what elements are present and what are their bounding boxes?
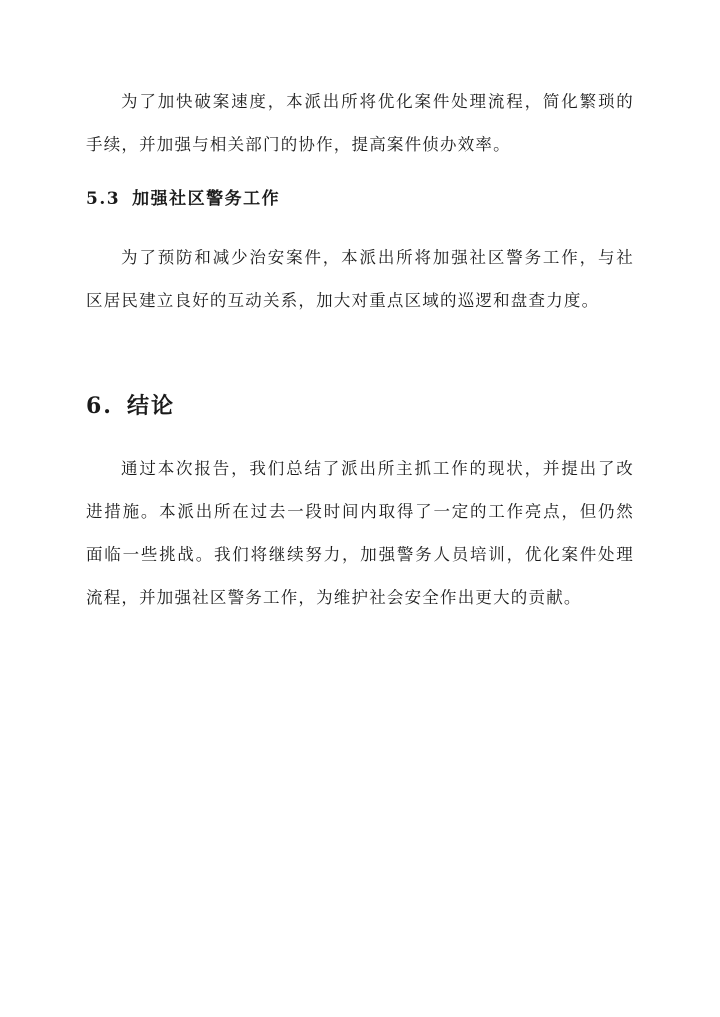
section-title: 加强社区警务工作 [132, 189, 281, 209]
section-heading-6 [86, 391, 175, 421]
body-paragraph-case-process: 为了加快破案速度，本派出所将优化案件处理流程，简化繁琐的手续，并加强与相关部门的协作，提高案件侦办效率。 [86, 92, 634, 154]
body-paragraph-community-policing: 为了预防和减少治安案件，本派出所将加强社区警务工作，与社区居民建立良好的互动关系，加大对重点区域的巡逻和盘查力度。 [86, 248, 634, 310]
section-number: 5.3 [86, 189, 121, 209]
section-number: 6. [86, 393, 113, 419]
section-title: 结论 [126, 393, 175, 419]
body-paragraph-conclusion: 通过本次报告，我们总结了派出所主抓工作的现状，并提出了改进措施。本派出所在过去一段时间内取得了一定的工作亮点，但仍然面临一些挑战。我们将继续努力，加强警务人员培训，优化案件处理流程，并加强社区警务工作，为维护社会安全作出更大的贡献。 [86, 459, 634, 607]
section-heading-5-3 [86, 187, 280, 211]
